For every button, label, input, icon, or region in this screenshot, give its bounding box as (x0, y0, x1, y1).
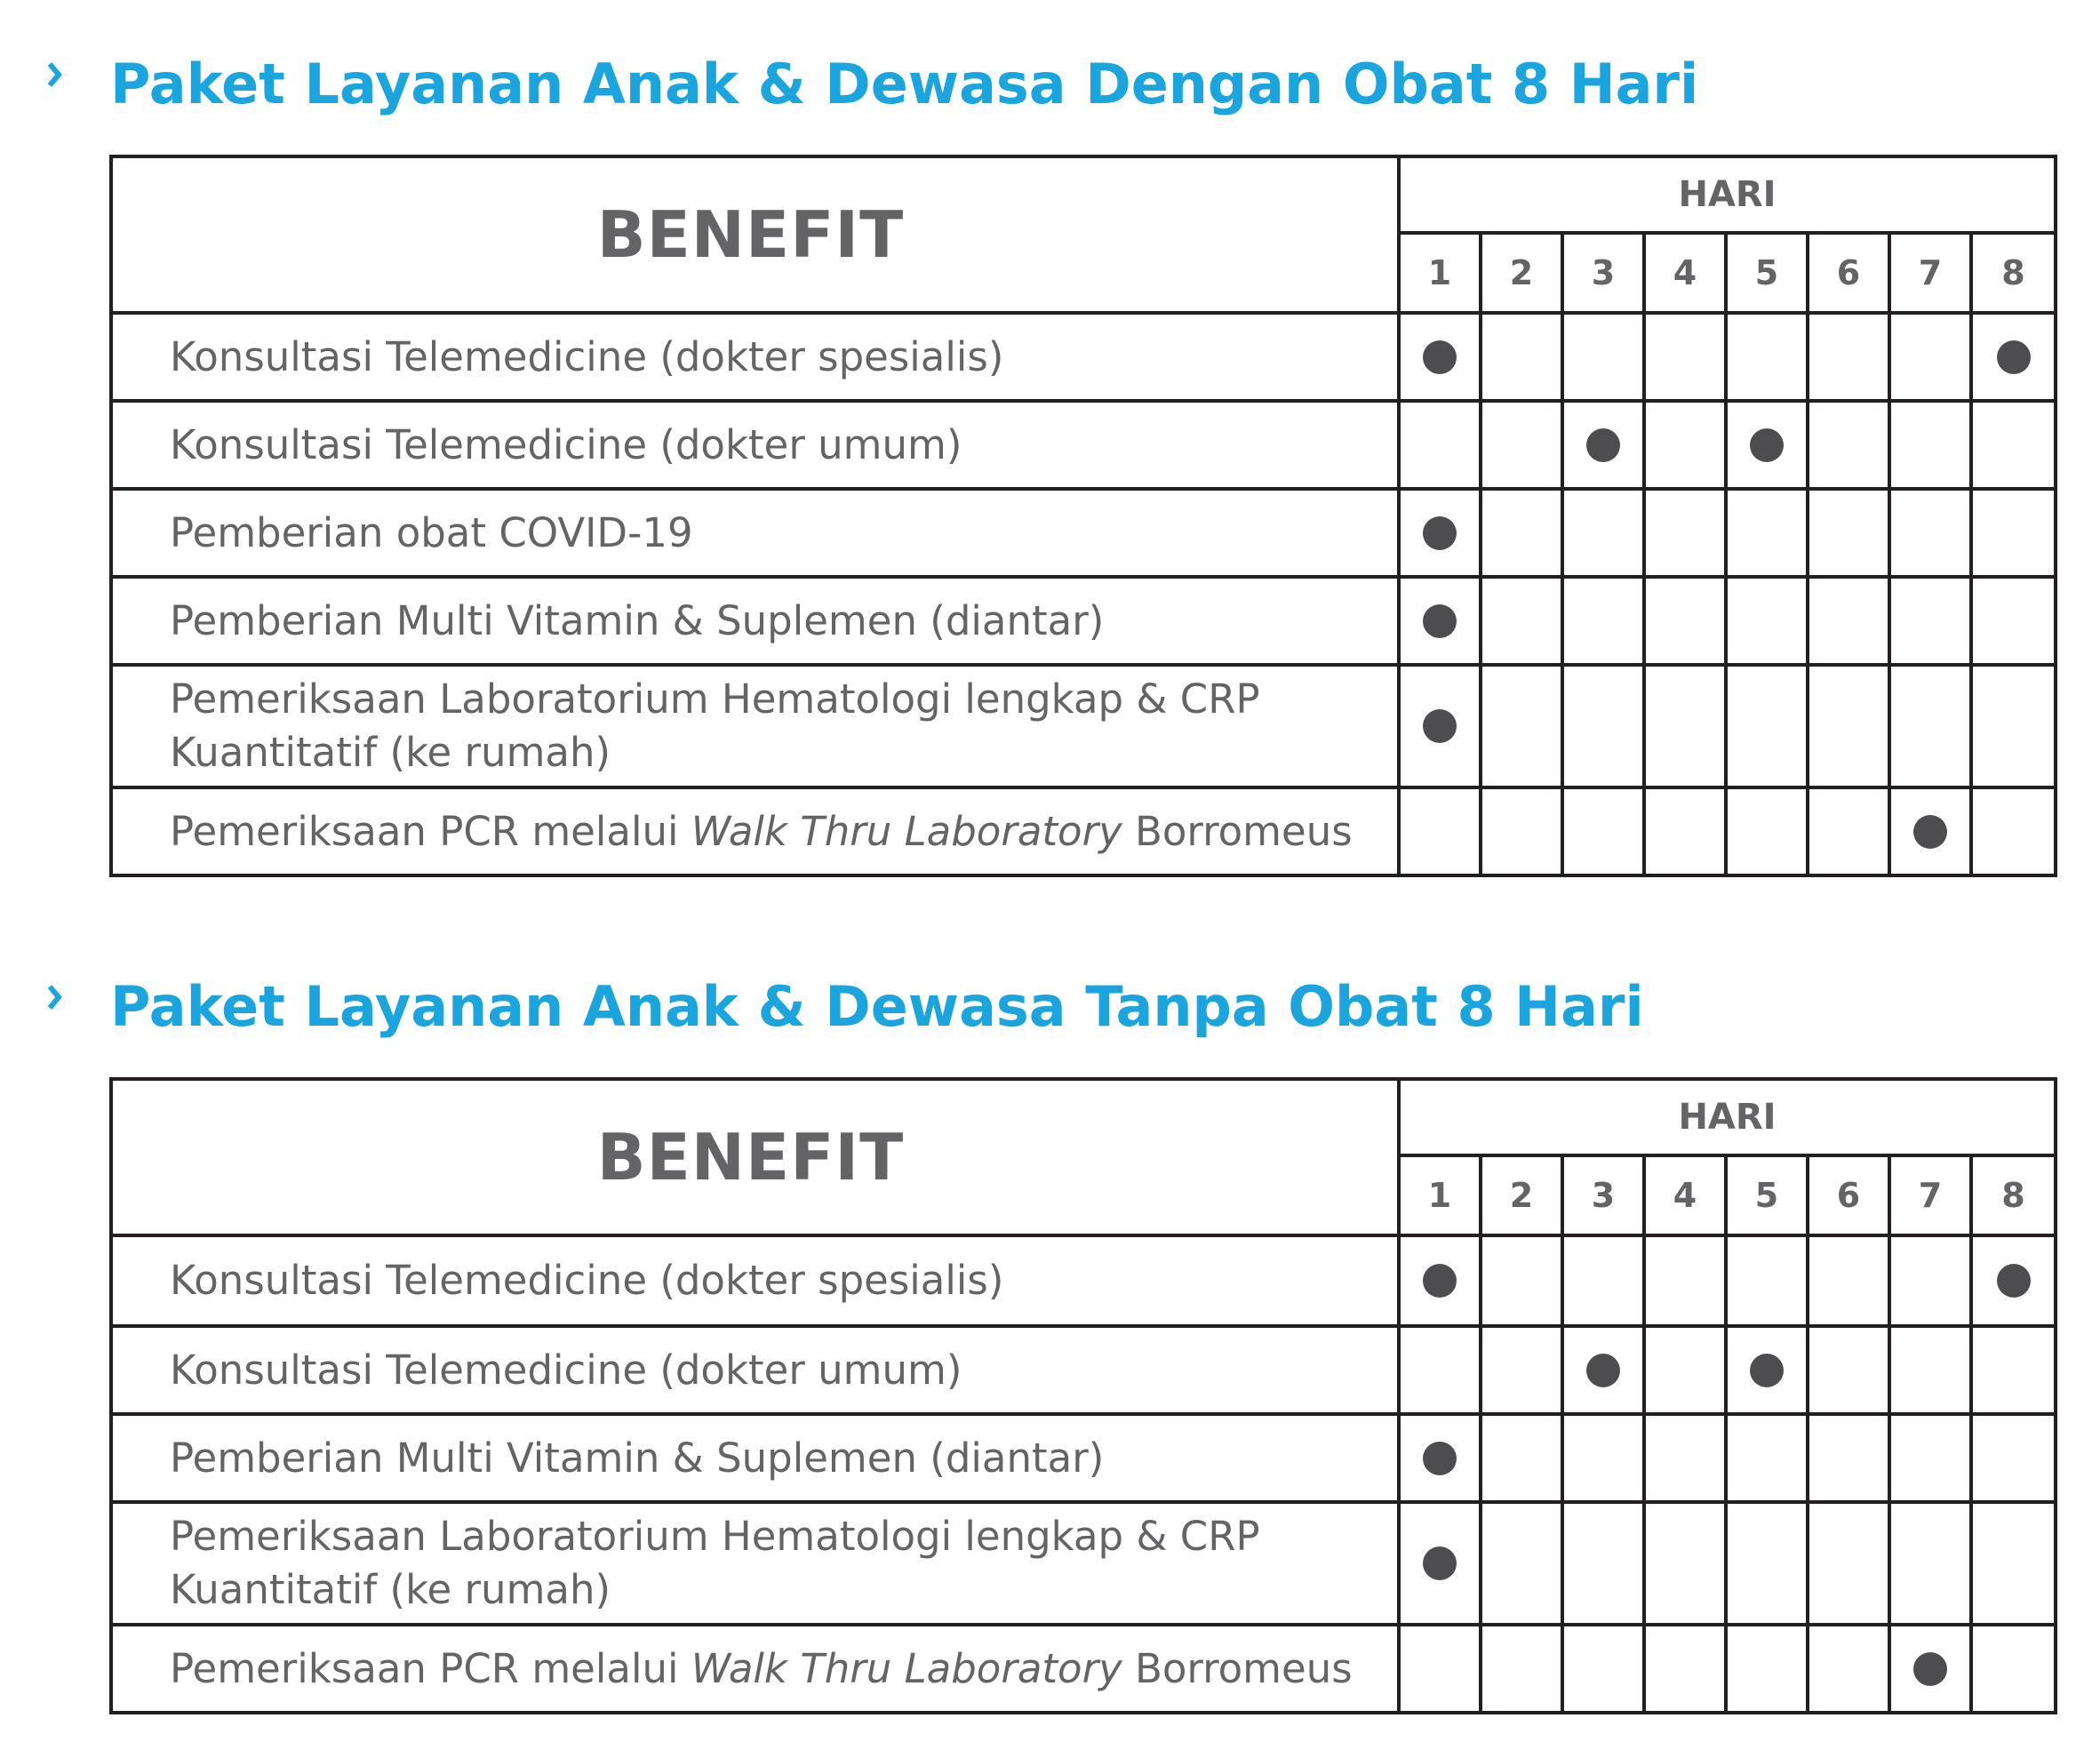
benefit-label-line: Pemeriksaan Laboratorium Hematologi lengkap & CRP (170, 1513, 1260, 1560)
day-cell-8 (1971, 313, 2056, 401)
benefit-table (109, 155, 2057, 877)
day-cell-6 (1808, 577, 1889, 665)
day-cell-5 (1726, 489, 1808, 577)
day-cell-8 (1971, 1625, 2056, 1713)
benefit-label-line: Kuantitatif (ke rumah) (170, 1566, 611, 1613)
day-number: 3 (1562, 233, 1644, 313)
day-number: 7 (1889, 1155, 1971, 1235)
day-cell-8 (1971, 1414, 2056, 1502)
day-cell-1 (1399, 1414, 1481, 1502)
label-italic-text: Walk Thru Laboratory (691, 1644, 1122, 1692)
day-cell-5 (1726, 313, 1808, 401)
scheduled-dot-icon (1423, 1546, 1457, 1580)
day-cell-5 (1726, 665, 1808, 787)
label-italic-text: Walk Thru Laboratory (691, 807, 1122, 855)
day-cell-8 (1971, 787, 2056, 875)
day-cell-6 (1808, 489, 1889, 577)
day-cell-7 (1889, 1625, 1971, 1713)
benefit-label: Konsultasi Telemedicine (dokter spesialis) (111, 313, 1399, 401)
day-cell-6 (1808, 1235, 1889, 1326)
day-cell-3 (1562, 577, 1644, 665)
day-cell-4 (1644, 1625, 1726, 1713)
benefit-header: BENEFIT (111, 156, 1399, 313)
benefit-label: Pemberian Multi Vitamin & Suplemen (diantar) (111, 577, 1399, 665)
day-cell-7 (1889, 313, 1971, 401)
day-number: 7 (1889, 233, 1971, 313)
label-text: Pemeriksaan PCR melalui (170, 807, 691, 855)
day-number: 4 (1644, 233, 1726, 313)
day-cell-2 (1481, 1326, 1562, 1414)
day-cell-4 (1644, 665, 1726, 787)
day-cell-5 (1726, 787, 1808, 875)
day-cell-3 (1562, 401, 1644, 489)
day-cell-2 (1481, 1235, 1562, 1326)
benefit-label (111, 1502, 1399, 1625)
table-row (111, 489, 2056, 577)
day-cell-1 (1399, 1235, 1481, 1326)
benefit-label: Konsultasi Telemedicine (dokter umum) (111, 401, 1399, 489)
day-cell-2 (1481, 1625, 1562, 1713)
scheduled-dot-icon (1750, 1354, 1784, 1387)
day-cell-3 (1562, 1235, 1644, 1326)
scheduled-dot-icon (1423, 340, 1457, 374)
section-title: Paket Layanan Anak & Dewasa Dengan Obat 8 Hari (110, 52, 1699, 116)
day-cell-2 (1481, 313, 1562, 401)
day-cell-6 (1808, 1326, 1889, 1414)
benefit-label: Konsultasi Telemedicine (dokter umum) (111, 1326, 1399, 1414)
table-row (111, 665, 2056, 787)
day-cell-3 (1562, 1326, 1644, 1414)
day-cell-5 (1726, 577, 1808, 665)
day-cell-1 (1399, 489, 1481, 577)
section-header (0, 967, 2100, 1047)
day-cell-3 (1562, 665, 1644, 787)
day-number: 6 (1808, 233, 1889, 313)
day-cell-4 (1644, 1414, 1726, 1502)
day-cell-7 (1889, 1502, 1971, 1625)
label-text: Borromeus (1122, 1644, 1353, 1692)
scheduled-dot-icon (1423, 516, 1457, 550)
benefit-label (111, 787, 1399, 875)
day-number: 1 (1399, 1155, 1481, 1235)
day-cell-8 (1971, 1502, 2056, 1625)
day-number: 5 (1726, 1155, 1808, 1235)
day-number: 5 (1726, 233, 1808, 313)
table-row (111, 313, 2056, 401)
day-cell-2 (1481, 577, 1562, 665)
day-cell-3 (1562, 1414, 1644, 1502)
day-number: 8 (1971, 1155, 2056, 1235)
day-cell-4 (1644, 313, 1726, 401)
table-row (111, 1326, 2056, 1414)
day-cell-2 (1481, 1414, 1562, 1502)
day-cell-6 (1808, 401, 1889, 489)
scheduled-dot-icon (1997, 340, 2031, 374)
day-cell-8 (1971, 665, 2056, 787)
day-cell-5 (1726, 1235, 1808, 1326)
label-text: Pemeriksaan PCR melalui (170, 1644, 691, 1692)
table-row (111, 1502, 2056, 1625)
scheduled-dot-icon (1997, 1264, 2031, 1298)
day-number: 6 (1808, 1155, 1889, 1235)
days-header: HARI (1399, 1079, 2056, 1155)
scheduled-dot-icon (1423, 604, 1457, 638)
table-row (111, 787, 2056, 875)
day-cell-1 (1399, 787, 1481, 875)
day-cell-2 (1481, 787, 1562, 875)
table-row (111, 577, 2056, 665)
day-cell-3 (1562, 313, 1644, 401)
day-cell-3 (1562, 1625, 1644, 1713)
day-number: 1 (1399, 233, 1481, 313)
day-cell-1 (1399, 1625, 1481, 1713)
day-cell-7 (1889, 1235, 1971, 1326)
scheduled-dot-icon (1913, 1652, 1947, 1686)
table-row (111, 1235, 2056, 1326)
chevron-right-icon (46, 981, 64, 1013)
day-number: 3 (1562, 1155, 1644, 1235)
benefit-label: Pemberian Multi Vitamin & Suplemen (diantar) (111, 1414, 1399, 1502)
benefit-label: Pemberian obat COVID-19 (111, 489, 1399, 577)
day-number: 2 (1481, 233, 1562, 313)
day-cell-7 (1889, 577, 1971, 665)
day-cell-4 (1644, 401, 1726, 489)
day-cell-7 (1889, 665, 1971, 787)
day-cell-8 (1971, 489, 2056, 577)
benefit-label: Konsultasi Telemedicine (dokter spesialis) (111, 1235, 1399, 1326)
day-cell-4 (1644, 1502, 1726, 1625)
day-cell-7 (1889, 401, 1971, 489)
day-cell-4 (1644, 1326, 1726, 1414)
day-cell-8 (1971, 577, 2056, 665)
day-cell-4 (1644, 787, 1726, 875)
days-header: HARI (1399, 156, 2056, 233)
day-cell-6 (1808, 1502, 1889, 1625)
day-cell-4 (1644, 1235, 1726, 1326)
day-cell-1 (1399, 401, 1481, 489)
day-cell-3 (1562, 1502, 1644, 1625)
scheduled-dot-icon (1586, 428, 1620, 462)
day-cell-2 (1481, 401, 1562, 489)
day-cell-7 (1889, 787, 1971, 875)
table-row (111, 1414, 2056, 1502)
day-cell-3 (1562, 787, 1644, 875)
day-cell-2 (1481, 489, 1562, 577)
chevron-right-icon (46, 59, 64, 91)
scheduled-dot-icon (1750, 428, 1784, 462)
day-cell-2 (1481, 1502, 1562, 1625)
benefit-header: BENEFIT (111, 1079, 1399, 1235)
day-cell-4 (1644, 489, 1726, 577)
day-cell-8 (1971, 1326, 2056, 1414)
day-cell-1 (1399, 577, 1481, 665)
day-cell-1 (1399, 665, 1481, 787)
day-number: 2 (1481, 1155, 1562, 1235)
benefit-label (111, 1625, 1399, 1713)
day-cell-1 (1399, 1502, 1481, 1625)
day-cell-6 (1808, 1625, 1889, 1713)
day-cell-5 (1726, 1502, 1808, 1625)
day-number: 4 (1644, 1155, 1726, 1235)
day-cell-6 (1808, 787, 1889, 875)
day-cell-5 (1726, 1414, 1808, 1502)
benefit-label (111, 665, 1399, 787)
scheduled-dot-icon (1423, 709, 1457, 743)
day-cell-1 (1399, 313, 1481, 401)
day-cell-6 (1808, 313, 1889, 401)
day-cell-5 (1726, 401, 1808, 489)
day-cell-6 (1808, 665, 1889, 787)
scheduled-dot-icon (1913, 815, 1947, 849)
day-cell-2 (1481, 665, 1562, 787)
table-row (111, 1625, 2056, 1713)
day-cell-7 (1889, 1326, 1971, 1414)
day-cell-8 (1971, 401, 2056, 489)
day-cell-1 (1399, 1326, 1481, 1414)
day-cell-6 (1808, 1414, 1889, 1502)
day-cell-3 (1562, 489, 1644, 577)
scheduled-dot-icon (1423, 1264, 1457, 1298)
day-cell-4 (1644, 577, 1726, 665)
section-title: Paket Layanan Anak & Dewasa Tanpa Obat 8 Hari (110, 974, 1644, 1039)
day-cell-7 (1889, 1414, 1971, 1502)
table-row (111, 401, 2056, 489)
scheduled-dot-icon (1423, 1442, 1457, 1475)
scheduled-dot-icon (1586, 1354, 1620, 1387)
day-cell-5 (1726, 1625, 1808, 1713)
benefit-label-line: Pemeriksaan Laboratorium Hematologi lengkap & CRP (170, 675, 1260, 723)
benefit-label-line: Kuantitatif (ke rumah) (170, 729, 611, 776)
day-cell-5 (1726, 1326, 1808, 1414)
benefit-table (109, 1077, 2057, 1714)
day-cell-7 (1889, 489, 1971, 577)
day-number: 8 (1971, 233, 2056, 313)
section-header (0, 44, 2100, 124)
label-text: Borromeus (1122, 807, 1353, 855)
day-cell-8 (1971, 1235, 2056, 1326)
